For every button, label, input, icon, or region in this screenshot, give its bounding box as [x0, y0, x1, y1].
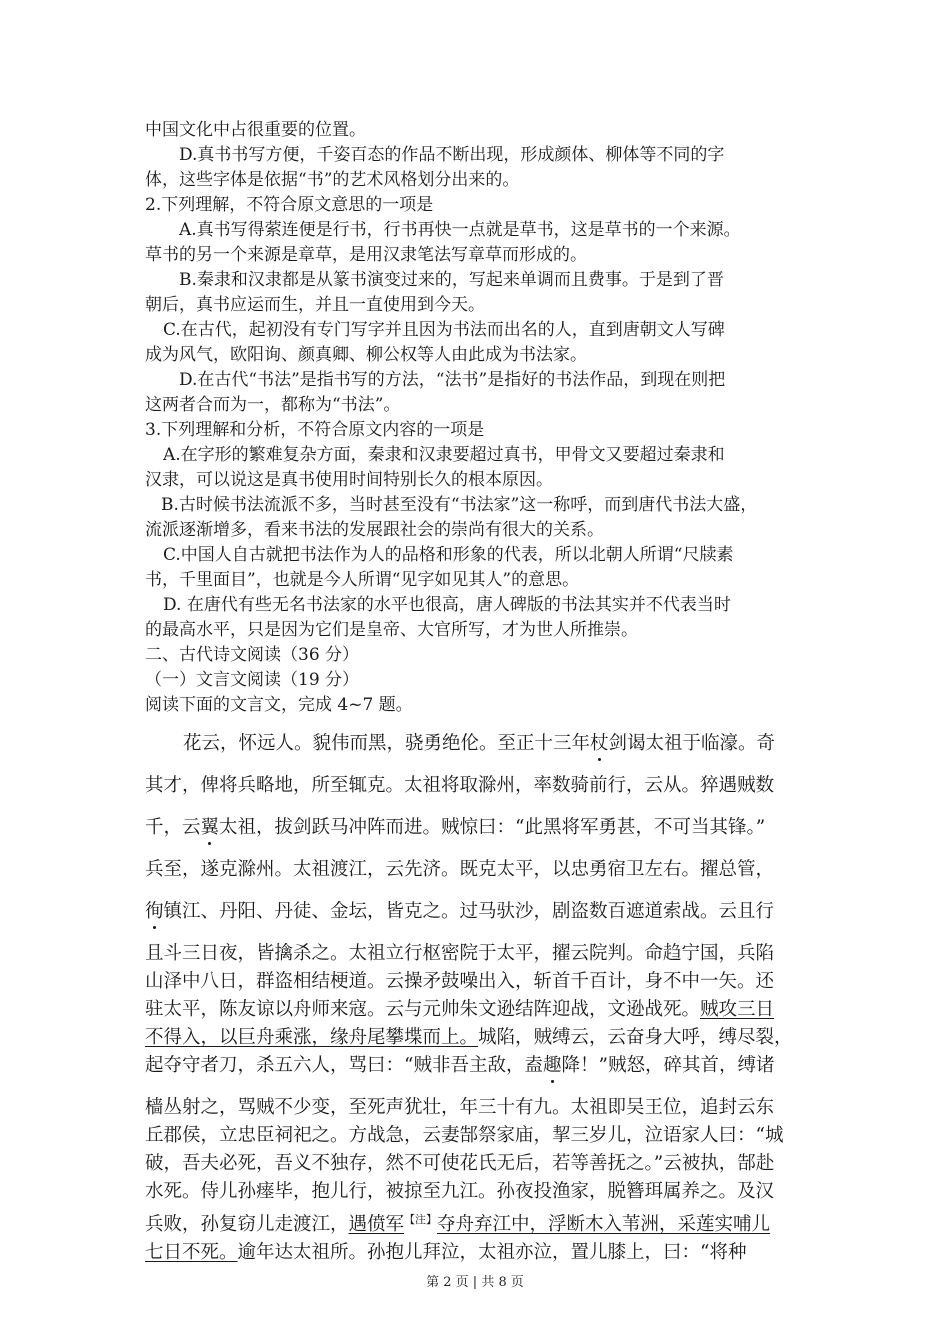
q3-option-d-line1: D. 在唐代有些无名书法家的水平也很高，唐人碑版的书法其实并不代表当时	[163, 595, 731, 615]
q2-option-a-line2: 草书的另一个来源是章草，是用汉隶笔法写章草而形成的。	[145, 245, 587, 265]
q2-option-b-line1: B.秦隶和汉隶都是从篆书演变过来的，写起来单调而且费事。于是到了晋	[179, 270, 724, 290]
passage-line: 其才，俾将兵略地，所至辄克。太祖将取滁州，率数骑前行，云从。猝遇贼数	[145, 775, 775, 796]
passage-line: 徇镇江、丹阳、丹徒、金坛，皆克之。过马驮沙，剧盗数百遮道索战。云且行	[145, 901, 775, 922]
question-2-stem: 2.下列理解，不符合原文意思的一项是	[145, 195, 434, 215]
passage-line: 水死。侍儿孙瘗毕，抱儿行，被掠至九江。孙夜投渔家，脱簪珥属养之。及汉	[145, 1181, 775, 1202]
passage-line: 起夺守者刀，杀五六人，骂曰：“贼非吾主敌，盍趣降！”贼怒，碎其首，缚诸	[145, 1055, 775, 1076]
emphasis-dot-char: 趣	[542, 1055, 562, 1076]
q2-option-b-line2: 朝后，真书应运而生，并且一直使用到今天。	[145, 295, 485, 315]
passage-line: 兵败，孙复窃儿走渡江，遇偾军$^{【注】}$夺舟弃江中，浮断木入苇洲，采莲实哺儿	[145, 1213, 771, 1236]
underlined-sentence: 不得入，以巨舟乘涨，缘舟尾攀堞而上。	[145, 1027, 479, 1048]
option-d-line2: 体，这些字体是依据“书”的艺术风格划分出来的。	[145, 170, 520, 190]
passage-line: 且斗三日夜，皆擒杀之。太祖立行枢密院于太平，擢云院判。命趋宁国，兵陷	[145, 943, 775, 964]
underlined-sentence: 贼攻三日	[700, 999, 775, 1020]
text-line: 中国文化中占很重要的位置。	[145, 120, 366, 140]
q2-option-a-line1: A.真书写得萦连便是行书，行书再快一点就是草书，这是草书的一个来源。	[179, 220, 741, 240]
q3-option-b-line1: B.古时候书法流派不多，当时甚至没有“书法家”这一称呼，而到唐代书法大盛，	[161, 495, 758, 515]
passage-line: 兵至，遂克滁州。太祖渡江，云先济。既克太平，以忠勇宿卫左右。擢总管，	[145, 859, 775, 880]
instructions: 阅读下面的文言文，完成 4~7 题。	[145, 695, 413, 715]
q2-option-d-line1: D.在古代“书法”是指书写的方法，“法书”是指好的书法作品，到现在则把	[179, 370, 726, 390]
q2-option-d-line2: 这两者合而为一，都称为“书法”。	[145, 395, 401, 415]
q2-option-c-line1: C.在古代，起初没有专门写字并且因为书法而出名的人，直到唐朝文人写碑	[163, 320, 725, 340]
section-title: 二、古代诗文阅读（36 分）	[145, 645, 360, 665]
emphasis-dot-char: 杖	[590, 733, 609, 754]
passage-line: 驻太平，陈友谅以舟师来寇。云与元帅朱文逊结阵迎战，文逊战死。贼攻三日	[145, 999, 775, 1020]
q2-option-c-line2: 成为风气，欧阳询、颜真卿、柳公权等人由此成为书法家。	[145, 345, 587, 365]
footnote-marker: 【注】	[404, 1213, 438, 1226]
classical-passage	[145, 730, 815, 1267]
q3-option-b-line2: 流派逐渐增多，看来书法的发展跟社会的崇尚有很大的关系。	[145, 520, 604, 540]
q3-option-c-line2: 书，千里面目”，也就是今人所谓“见字如见其人”的意思。	[145, 570, 580, 590]
q3-option-a-line2: 汉隶，可以说这是真书使用时间特别长久的根本原因。	[145, 470, 553, 490]
subsection-title: （一）文言文阅读（19 分）	[145, 670, 360, 690]
passage-line: 山泽中八日，群盗相结梗道。云操矛鼓噪出入，斩首千百计，身不中一矢。还	[145, 971, 775, 992]
question-3-stem: 3.下列理解和分析，不符合原文内容的一项是	[145, 420, 485, 440]
emphasis-dot-char: 徇	[145, 901, 164, 922]
passage-line: 樯丛射之，骂贼不少变，至死声犹壮，年三十有九。太祖即吴王位，追封云东	[145, 1097, 775, 1118]
option-d-line1: D.真书书写方便，千姿百态的作品不断出现，形成颜体、柳体等不同的字	[179, 145, 725, 165]
passage-line: 花云，怀远人。貌伟而黑，骁勇绝伦。至正十三年杖剑谒太祖于临濠。奇	[183, 733, 776, 754]
passage-line: 七日不死。逾年达太祖所。孙抱儿拜泣，太祖亦泣，置儿膝上，曰：“将种	[145, 1242, 747, 1264]
passage-line: 丘郡侯，立忠臣祠祀之。方战急，云妻郜祭家庙，挈三岁儿，泣语家人曰：“城	[145, 1125, 784, 1146]
underlined-sentence: 遇偾军	[348, 1214, 405, 1236]
underlined-sentence: 夺舟弃江中，浮断木入苇洲，采莲实哺儿	[437, 1214, 771, 1236]
passage-line: 千，云翼太祖，拔剑跃马冲阵而进。贼惊曰：“此黑将军勇甚，不可当其锋。”	[145, 817, 766, 838]
page-footer: 第 2 页 | 共 8 页	[426, 1275, 524, 1290]
q3-option-d-line2: 的最高水平，只是因为它们是皇帝、大官所写，才为世人所推崇。	[145, 620, 638, 640]
underlined-sentence: 七日不死。	[145, 1242, 238, 1264]
passage-line: 破，吾夫必死，吾义不独存，然不可使花氏无后，若等善抚之。”云被执，郜赴	[145, 1153, 775, 1174]
emphasis-dot-char: 翼	[200, 817, 220, 838]
q3-option-a-line1: A.在字形的繁难复杂方面，秦隶和汉隶要超过真书，甲骨文又要超过秦隶和	[163, 445, 725, 465]
passage-line: 不得入，以巨舟乘涨，缘舟尾攀堞而上。城陷，贼缚云，云奋身大呼，缚尽裂，	[145, 1027, 793, 1048]
q3-option-c-line1: C.中国人自古就把书法作为人的品格和形象的代表，所以北朝人所谓“尺牍素	[163, 545, 734, 565]
document-page	[145, 118, 815, 1267]
